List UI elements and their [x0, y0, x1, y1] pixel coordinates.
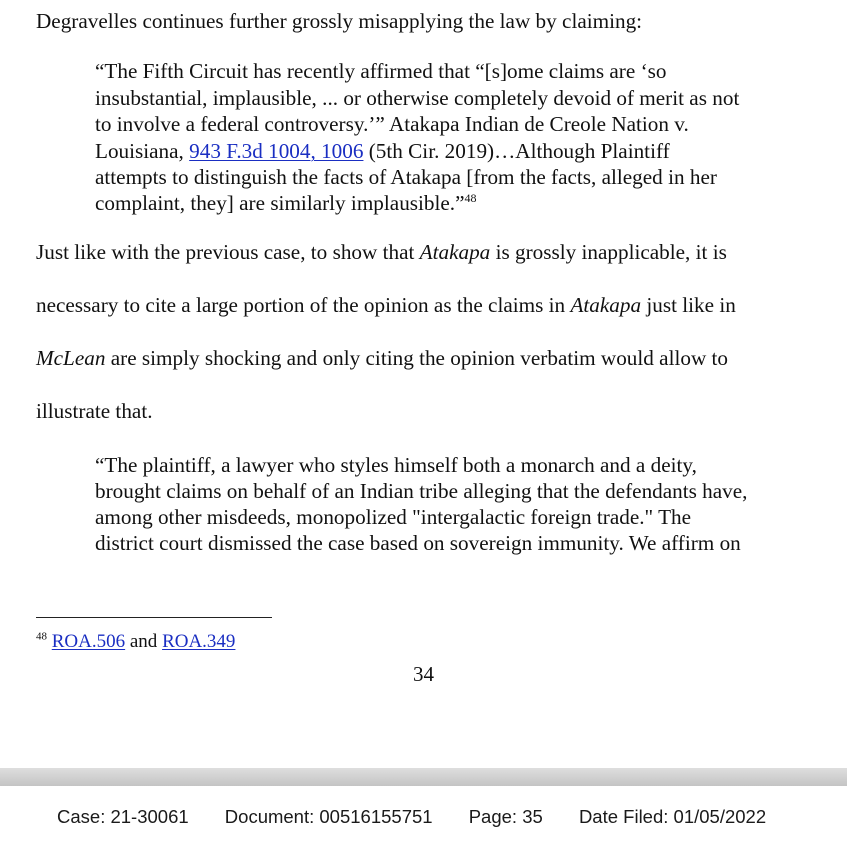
roa-506-link[interactable]: ROA.506: [51, 631, 126, 652]
case-name-atakapa: Atakapa: [419, 240, 491, 264]
paragraph-line-4: illustrate that.: [36, 399, 153, 423]
citation-link-943-f3d-1004[interactable]: 943 F.3d 1004, 1006: [189, 139, 364, 163]
footnote-48: [36, 631, 235, 653]
quote1-line-6-text: complaint, they] are similarly implausible.”: [95, 191, 465, 215]
quote1-line-1: “The Fifth Circuit has recently affirmed that “[s]ome claims are ‘so: [95, 59, 667, 83]
paragraph-line-2-prefix: necessary to cite a large portion of the opinion as the claims in: [36, 293, 571, 317]
paragraph-line-1: [36, 242, 727, 263]
paragraph-line-1-prefix: Just like with the previous case, to show that: [36, 240, 420, 264]
footnote-reference-48[interactable]: 48: [464, 190, 477, 205]
quote1-line-4-suffix: (5th Cir. 2019)…Although Plaintiff: [363, 139, 670, 163]
roa-349-link[interactable]: ROA.349: [162, 631, 236, 652]
paragraph-line-3: [36, 348, 728, 369]
quote1-line-6: [95, 190, 477, 215]
intro-sentence: Degravelles continues further grossly misapplying the law by claiming:: [36, 9, 643, 33]
quote2-line-1: “The plaintiff, a lawyer who styles himself both a monarch and a deity,: [95, 453, 697, 477]
quote1-line-2: insubstantial, implausible, ... or otherwise completely devoid of merit as not: [95, 86, 740, 110]
pdf-page-number: Page: 35: [468, 806, 543, 827]
quote2-line-4: district court dismissed the case based on sovereign immunity. We affirm on: [95, 531, 741, 555]
page-separator: [0, 768, 847, 786]
document-number: Document: 00516155751: [224, 806, 433, 827]
case-name-mclean: McLean: [36, 346, 106, 370]
date-filed: Date Filed: 01/05/2022: [578, 806, 767, 827]
footnote-connector: and: [125, 631, 163, 652]
paragraph-line-2-suffix: just like in: [641, 293, 736, 317]
paragraph-line-1-suffix: is grossly inapplicable, it is: [490, 240, 727, 264]
quote2-line-3: among other misdeeds, monopolized "intergalactic foreign trade." The: [95, 505, 692, 529]
quote1-line-4-prefix: Louisiana,: [95, 139, 190, 163]
page-number: 34: [413, 662, 434, 686]
paragraph-line-3-suffix: are simply shocking and only citing the opinion verbatim would allow to: [105, 346, 729, 370]
quote1-line-5: attempts to distinguish the facts of Atakapa [from the facts, alleged in her: [95, 165, 717, 189]
quote1-line-3: to involve a federal controversy.’” Atakapa Indian de Creole Nation v.: [95, 112, 689, 136]
footnote-number: 48: [36, 630, 47, 643]
case-number: Case: 21-30061: [57, 806, 189, 827]
quote1-line-4: [95, 141, 670, 162]
paragraph-line-2: [36, 295, 736, 316]
footnote-divider: [36, 617, 272, 618]
case-name-atakapa: Atakapa: [570, 293, 642, 317]
case-footer: [57, 806, 827, 828]
quote2-line-2: brought claims on behalf of an Indian tribe alleging that the defendants have,: [95, 479, 748, 503]
